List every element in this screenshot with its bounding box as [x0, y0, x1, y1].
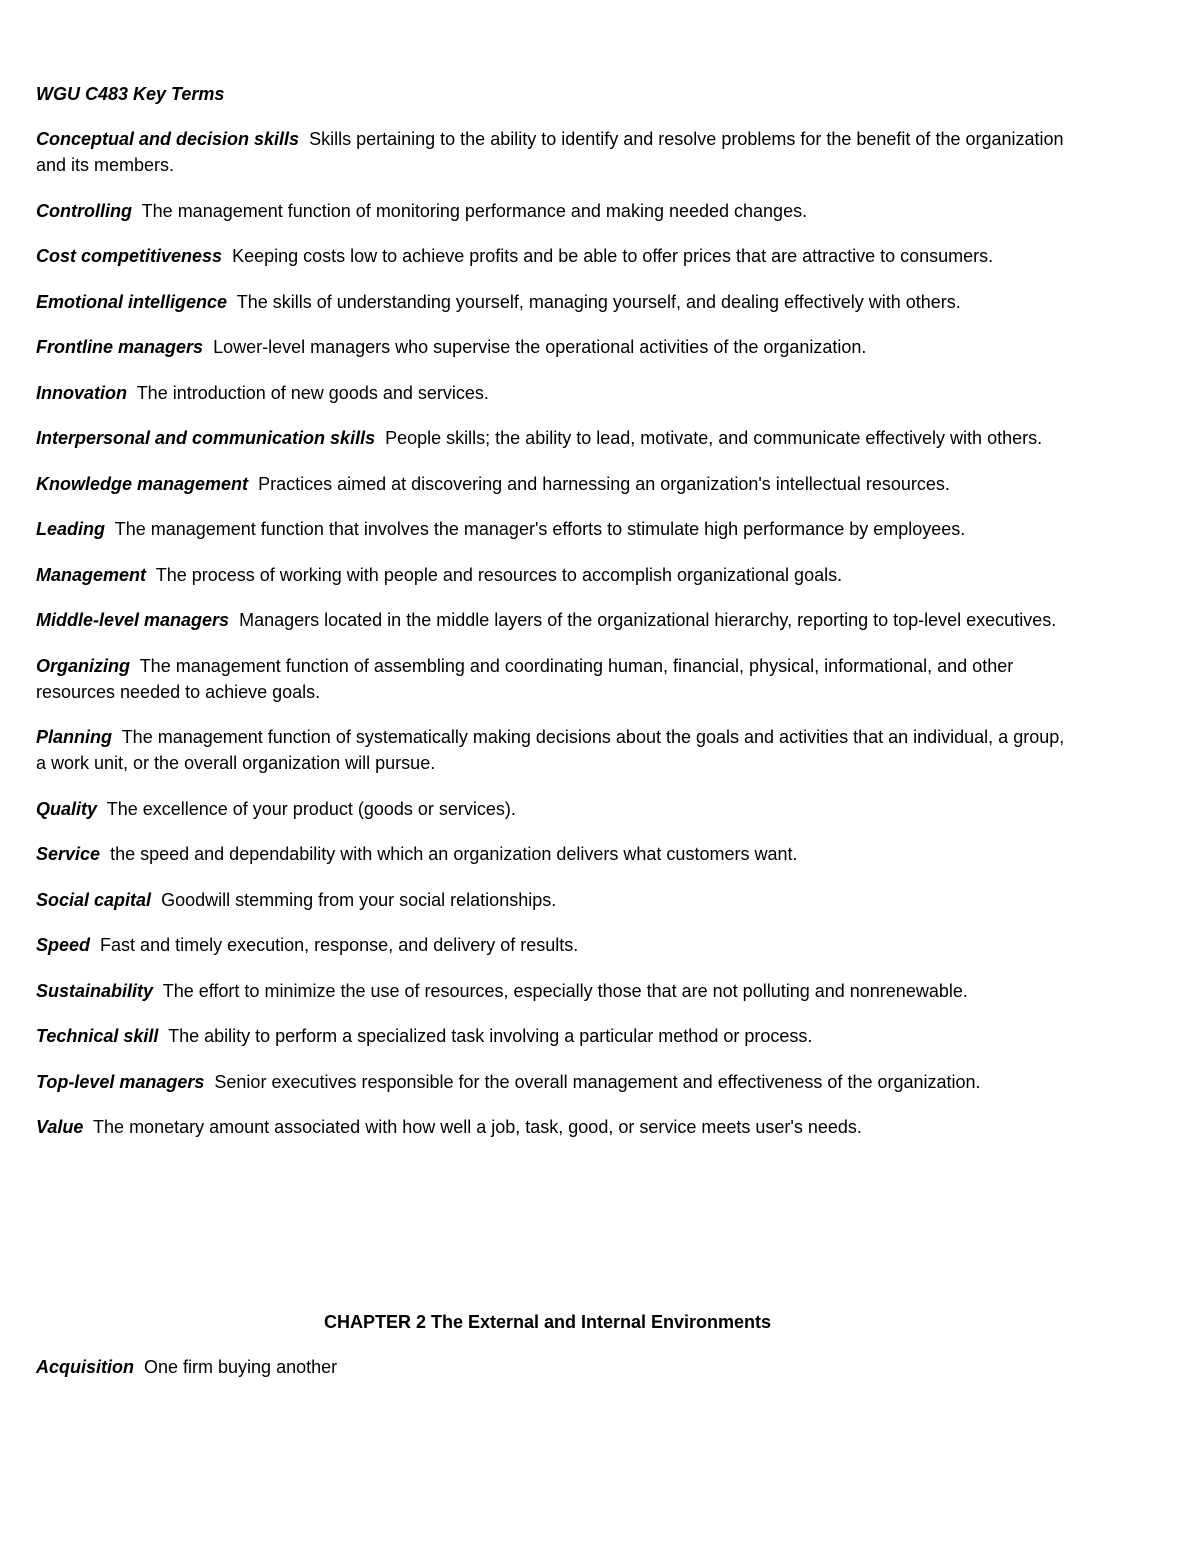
term-entry [36, 796, 1066, 822]
term-name: Planning [36, 727, 112, 747]
term-name: Acquisition [36, 1357, 134, 1377]
term-entry [36, 653, 1066, 705]
term-name: Innovation [36, 382, 127, 403]
term-entry [36, 425, 1066, 451]
term-definition: The process of working with people and resources to accomplish organizational goals. [155, 564, 843, 585]
term-definition: Senior executives responsible for the overall management and effectiveness of the organization. [214, 1071, 981, 1092]
term-name: Frontline managers [36, 337, 204, 357]
document-title: WGU C483 Key Terms [36, 84, 225, 104]
term-name: Top-level managers [36, 1071, 205, 1092]
term-name: Service [36, 844, 101, 864]
term-name: Quality [36, 798, 98, 819]
term-definition: The management function that involves the manager's efforts to stimulate high performance by employees. [114, 519, 966, 539]
term-definition: Goodwill stemming from your social relationships. [161, 889, 557, 910]
term-name: Leading [36, 519, 106, 539]
term-entry [36, 932, 1066, 958]
term-definition: People skills; the ability to lead, motivate, and communicate effectively with others. [385, 428, 1043, 448]
term-definition: The excellence of your product (goods or services). [106, 798, 516, 819]
term-definition: The introduction of new goods and services. [136, 382, 489, 403]
term-name: Controlling [36, 200, 132, 221]
term-entry [36, 1023, 1066, 1049]
term-name: Management [36, 564, 147, 585]
chapter-terms-list [36, 1354, 1066, 1400]
term-definition: One firm buying another [144, 1357, 338, 1377]
term-definition: The monetary amount associated with how well a job, task, good, or service meets user's needs. [93, 1117, 862, 1137]
term-definition: Keeping costs low to achieve profits and be able to offer prices that are attractive to consumers. [232, 246, 994, 266]
term-definition: the speed and dependability with which an organization delivers what customers want. [110, 844, 798, 864]
term-name: Sustainability [36, 980, 154, 1001]
term-entry [36, 126, 1066, 178]
term-entry [36, 562, 1066, 588]
term-entry [36, 289, 1066, 315]
term-entry [36, 516, 1066, 542]
term-definition: The management function of assembling and coordinating human, financial, physical, informational, and other resources needed to achieve goals. [36, 655, 1014, 702]
term-name: Value [36, 1117, 84, 1137]
term-definition: Practices aimed at discovering and harnessing an organization's intellectual resources. [258, 473, 950, 494]
chapter-heading: CHAPTER 2 The External and Internal Environments [323, 1312, 772, 1332]
term-definition: The skills of understanding yourself, managing yourself, and dealing effectively with others. [236, 291, 961, 312]
term-entry [36, 1354, 1066, 1380]
term-entry [36, 380, 1066, 406]
term-definition: Skills pertaining to the ability to identify and resolve problems for the benefit of the organization and its members. [36, 129, 1064, 175]
term-entry [36, 243, 1066, 269]
term-entry [36, 1114, 1066, 1140]
term-entry [36, 978, 1066, 1004]
term-name: Technical skill [36, 1026, 159, 1046]
term-definition: Managers located in the middle layers of the organizational hierarchy, reporting to top-level executives. [239, 610, 1057, 630]
term-name: Emotional intelligence [36, 291, 228, 312]
term-entry [36, 1069, 1066, 1095]
term-definition: Lower-level managers who supervise the operational activities of the organization. [213, 337, 867, 357]
term-definition: The effort to minimize the use of resources, especially those that are not polluting and nonrenewable. [162, 980, 968, 1001]
term-definition: The management function of monitoring performance and making needed changes. [141, 200, 808, 221]
term-entry [36, 334, 1066, 360]
term-name: Cost competitiveness [36, 246, 223, 266]
term-entry [36, 724, 1066, 776]
term-name: Interpersonal and communication skills [36, 428, 376, 448]
term-entry [36, 607, 1066, 633]
term-entry [36, 887, 1066, 913]
key-terms-list [36, 126, 1066, 1160]
term-entry [36, 841, 1066, 867]
term-name: Organizing [36, 655, 130, 676]
term-name: Social capital [36, 889, 152, 910]
term-name: Conceptual and decision skills [36, 129, 300, 149]
term-definition: The ability to perform a specialized task involving a particular method or process. [168, 1026, 813, 1046]
term-name: Middle-level managers [36, 610, 230, 630]
term-name: Knowledge management [36, 473, 249, 494]
term-entry [36, 198, 1066, 224]
term-definition: Fast and timely execution, response, and delivery of results. [100, 935, 579, 955]
term-entry [36, 471, 1066, 497]
term-definition: The management function of systematically making decisions about the goals and activities that an individual, a group, a work unit, or the overall organization will pursue. [36, 727, 1065, 773]
term-name: Speed [36, 935, 91, 955]
